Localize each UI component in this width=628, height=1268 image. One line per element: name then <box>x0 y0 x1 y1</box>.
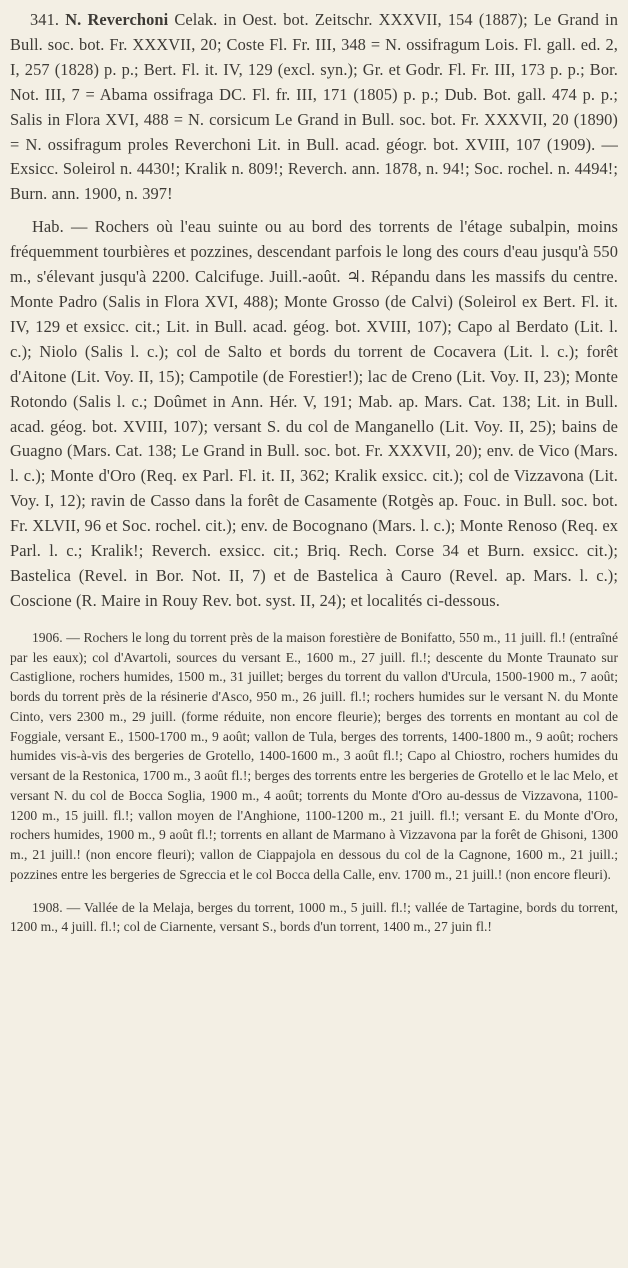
species-entry <box>10 8 618 207</box>
habitat-paragraph: Hab. — Rochers où l'eau suinte ou au bord des torrents de l'étage subalpin, moins fréquemment tourbières et pozzines, descendant parfois le long des cours d'eau jusqu'à 550 m., s'élevant jusqu'à 2200. Calcifuge. Juill.-août. ♃. Répandu dans les massifs du centre. Monte Padro (Salis in Flora XVI, 488); Monte Grosso (de Calvi) (Soleirol ex Bert. Fl. it. IV, 129 et exsicc. cit.; Lit. in Bull. acad. géog. bot. XVIII, 107); Capo al Berdato (Lit. l. c.); Niolo (Salis l. c.); col de Salto et bords du torrent de Cocavera (Lit. l. c.); forêt d'Aitone (Lit. Voy. II, 15); Campotile (de Forestier!); lac de Creno (Lit. Voy. II, 23); Monte Rotondo (Salis l. c.; Doûmet in Ann. Hér. V, 191; Mab. ap. Mars. Cat. 138; Lit. in Bull. acad. géog. bot. XVIII, 107); versant S. du col de Manganello (Lit. Voy. II, 25); bains de Guagno (Mars. Cat. 138; Le Grand in Bull. soc. bot. Fr. XXXVII, 20); env. de Vico (Mars. l. c.); Monte d'Oro (Req. ex Parl. Fl. it. II, 362; Kralik exsicc. cit.); col de Vizzavona (Lit. Voy. I, 12); ravin de Casso dans la forêt de Casamente (Rotgès ap. Fouc. in Bull. soc. bot. Fr. XLVII, 96 et Soc. rochel. cit.); env. de Bocognano (Mars. l. c.); Monte Renoso (Req. ex Parl. l. c.; Kralik!; Reverch. exsicc. cit.; Briq. Rech. Corse 34 et Burn. exsicc. cit.); Bastelica (Revel. in Bor. Not. II, 7) et de Bastelica à Cauro (Revel. ap. Mars. l. c.); Coscione (R. Maire in Rouy Rev. bot. syst. II, 24); et localités ci-dessous. <box>10 217 618 610</box>
species-name: N. Reverchoni <box>65 10 169 29</box>
localities-1906: 1906. — Rochers le long du torrent près de la maison forestière de Bonifatto, 550 m., 11 juill. fl.! (entraîné par les eaux); col d'Avartoli, sources du versant E., 1600 m., 27 juill. fl.!; descente du Monte Traunato sur Castiglione, rochers humides, 1500 m., 31 juillet; berges du torrent du vallon d'Urcula, 1500-1900 m., 7 août; bords du torrent près de la résinerie d'Asco, 950 m., 26 juill. fl.!; rochers humides sur le versant N. du Monte Cinto, vers 2300 m., 29 juill. (forme réduite, non encore fleurie); berges des torrents en montant au col de Foggiale, versant E., 1500-1700 m., 9 août; vallon de Tula, berges des torrents, 1400-1800 m., 9 août; rochers humides vis-à-vis des bergeries de Grotello, 1400-1600 m., 3 août fl.!; Capo al Chiostro, rochers humides du versant de la Restonica, 1700 m., 3 août fl.!; berges des torrents entre les bergeries de Grotello et le lac Melo, et versant N. du col de Bocca Soglia, 1900 m., 4 août; torrents du Monte d'Oro au-dessus de Vizzavona, 1100-1200 m., 15 juill. fl.!; vallon moyen de l'Anghione, 1100-1200 m., 21 juill. fl.!; versant E. du Monte d'Oro, rochers humides, 1900 m., 9 août fl.!; torrents en allant de Marmano à Vizzavona par la forêt de Ghisoni, 1300 m., 21 juill.! (non encore fleuri); vallon de Ciappajola en dessous du col de la Cagnone, 1600 m., 21 juill.; pozzines entre les bergeries de Sgreccia et le col Bocca della Calle, env. 1700 m., 21 juill.! (non encore fleuri). <box>10 629 618 882</box>
entry-number: 341. <box>30 10 60 29</box>
entry-synonymy: Celak. in Oest. bot. Zeitschr. XXXVII, 154 (1887); Le Grand in Bull. soc. bot. Fr. XXXVII, 20; Coste Fl. Fr. III, 348 = N. ossifragum Lois. Fl. gall. ed. 2, I, 257 (1828) p. p.; Bert. Fl. it. IV, 129 (excl. syn.); Gr. et Godr. Fl. Fr. III, 173 p. p.; Bor. Not. III, 7 = Abama ossifraga DC. Fl. fr. III, 171 (1805) p. p.; Dub. Bot. gall. 474 p. p.; Salis in Flora XVI, 488 = N. corsicum Le Grand in Bull. soc. bot. Fr. XXXVII, 20 (1890) = N. ossifragum proles Reverchoni Lit. in Bull. acad. géogr. bot. XVIII, 107 (1909). — Exsicc. Soleirol n. 4430!; Kralik n. 809!; Reverch. ann. 1878, n. 94!; Soc. rochel. n. 4494!; Burn. ann. 1900, n. 397! <box>10 10 618 204</box>
localities-1908: 1908. — Vallée de la Melaja, berges du torrent, 1000 m., 5 juill. fl.!; vallée de Tartagine, bords du torrent, 1200 m., 4 juill. fl.!; col de Ciarnente, versant S., bords d'un torrent, 1400 m., 27 juin fl.! <box>10 899 618 935</box>
